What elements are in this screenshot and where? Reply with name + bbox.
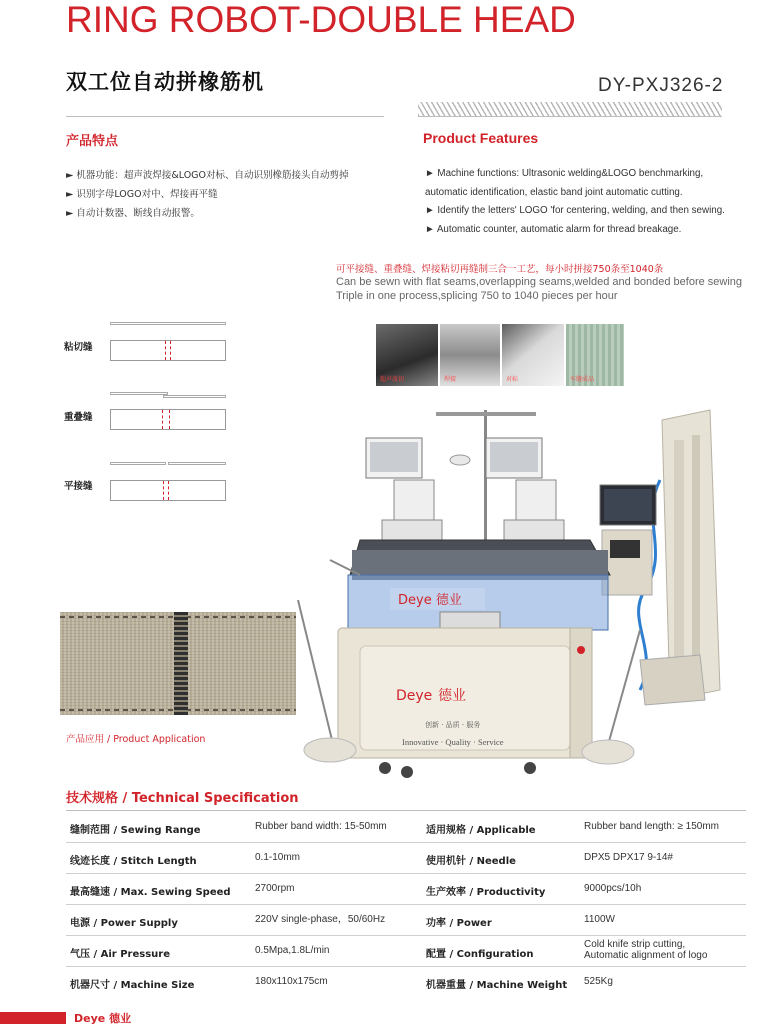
thumb-caption: 车缝成品 — [570, 376, 595, 383]
seam-band-top-2 — [110, 392, 168, 395]
side-monitor-screen — [604, 489, 652, 521]
foot-pedal — [304, 738, 356, 762]
spec-value: 1100W — [584, 914, 615, 925]
page-title: RING ROBOT-DOUBLE HEAD — [66, 0, 576, 40]
spec-key: 功率 / Power — [426, 918, 492, 929]
spec-key: 使用机针 / Needle — [426, 856, 516, 867]
spec-key: 电源 / Power Supply — [70, 918, 178, 929]
features-list-en — [425, 165, 725, 239]
spec-value: 2700rpm — [255, 883, 295, 894]
highlight-cn: 可平接缝、重叠缝、焊接粘切再缝制三合一工艺，每小时拼接750条至1040条 — [336, 264, 664, 275]
seam-stitch-flat — [163, 481, 169, 500]
seam-label-flat: 平接缝 — [64, 481, 93, 492]
guard-window-logo: Deye 德业 — [398, 593, 462, 608]
panel-slogan-en: Innovative · Quality · Service — [402, 737, 504, 747]
feature-item: ► 识别字母LOGO对中、焊接再平缝 — [66, 189, 218, 200]
seam-stitch-cut — [165, 341, 171, 360]
spec-value: Rubber band length: ≥ 150mm — [584, 821, 720, 832]
model-number: DY-PXJ326-2 — [598, 75, 724, 96]
caster-wheel — [524, 762, 536, 774]
spec-key: 生产效率 / Productivity — [426, 887, 546, 898]
right-head-monitor-screen — [490, 442, 538, 472]
divider-right — [418, 116, 722, 117]
spec-key: 配置 / Configuration — [426, 949, 534, 960]
seam-label-cut: 粘切缝 — [64, 342, 93, 353]
spec-row — [66, 936, 746, 967]
thread-stand-bar — [436, 412, 536, 416]
product-title-cn: 双工位自动拼橡筋机 — [66, 70, 264, 94]
spec-value: 180x110x175cm — [255, 976, 328, 987]
seam-stitch-overlap — [162, 410, 170, 429]
seam-band-top-3b — [168, 462, 226, 465]
outfeed-arm — [640, 655, 705, 705]
machine-illustration — [290, 400, 764, 785]
foot-pedal — [582, 740, 634, 764]
feature-item: ► Automatic counter, automatic alarm for thread breakage. — [425, 223, 682, 235]
features-heading-cn: 产品特点 — [66, 134, 119, 149]
feature-item: automatic identification, elastic band joint automatic cutting. — [425, 186, 683, 198]
spec-row — [66, 874, 746, 905]
feature-item: ► 自动计数器、断线自动报警。 — [66, 208, 200, 219]
side-panel — [602, 530, 652, 595]
spec-value: DPX5 DPX17 9-14# — [584, 852, 673, 863]
footer-logo — [74, 1010, 131, 1024]
panel-logo-en: Deye — [396, 688, 433, 704]
thumb-caption: 焊接 — [444, 376, 457, 383]
application-label: 产品应用 / Product Application — [66, 734, 206, 745]
spec-key: 最高缝速 / Max. Sewing Speed — [70, 887, 231, 898]
spec-value: 0.1-10mm — [255, 852, 301, 863]
spec-key: 线迹长度 / Stitch Length — [70, 856, 197, 867]
fabric-seam — [174, 612, 188, 715]
thumb-welding — [440, 324, 500, 386]
divider-left — [66, 116, 384, 117]
feature-item: ► Machine functions: Ultrasonic welding&LOGO benchmarking, — [425, 168, 704, 179]
machine-side-rail — [674, 440, 684, 690]
highlight-en-line2: Triple in one process,splicing 750 to 1040 pieces per hour — [336, 290, 618, 302]
features-heading-en: Product Features — [423, 130, 539, 146]
spec-row — [66, 843, 746, 874]
thumb-alignment — [502, 324, 564, 386]
spec-value: Rubber band width: 15-50mm — [255, 821, 387, 832]
spec-divider — [66, 810, 746, 811]
feature-item: ► 机器功能：超声波焊接&LOGO对标、自动识别橡筋接头自动剪掉 — [66, 170, 349, 181]
panel-logo-cn: 德业 — [438, 688, 466, 704]
thumb-caption: 对标 — [506, 376, 519, 383]
thread-cone — [450, 455, 470, 465]
spec-key: 缝制范围 / Sewing Range — [70, 825, 201, 836]
feature-item: ► Identify the letters' LOGO 'for centering, welding, and then sewing. — [425, 205, 725, 216]
spec-row — [66, 967, 746, 998]
side-display — [610, 540, 640, 558]
seam-band-top-2b — [163, 395, 226, 398]
caster-wheel — [379, 762, 391, 774]
spec-row — [66, 812, 746, 843]
spec-value: 525Kg — [584, 976, 613, 987]
seam-band-top-3 — [110, 462, 166, 465]
caster-wheel — [401, 766, 413, 778]
seam-band-top-1 — [110, 322, 226, 325]
thumb-caption: 超声波切 — [380, 376, 405, 383]
spec-key: 机器尺寸 / Machine Size — [70, 980, 195, 991]
highlight-en — [336, 275, 742, 303]
seam-label-overlap: 重叠缝 — [64, 412, 93, 423]
footer-logo-en: Deye — [74, 1012, 106, 1024]
panel-slogan-cn: 创新 · 品质 · 服务 — [425, 721, 481, 729]
emergency-stop-button — [577, 646, 585, 654]
spec-heading: 技术规格 / Technical Specification — [66, 791, 299, 806]
footer-accent-bar — [0, 1012, 66, 1024]
thumb-ultrasonic-cut — [376, 324, 438, 386]
spec-key: 气压 / Air Pressure — [70, 949, 170, 960]
spec-value: 220V single-phase，50/60Hz — [255, 914, 386, 925]
left-head-monitor-screen — [370, 442, 418, 472]
spec-value: 0.5Mpa,1.8L/min — [255, 945, 330, 956]
knee-lever-rod — [298, 600, 332, 740]
spec-value: 9000pcs/10h — [584, 883, 642, 894]
footer-logo-cn: 德业 — [109, 1012, 132, 1024]
features-list-cn — [66, 166, 349, 223]
thumb-finished — [566, 324, 624, 386]
knee-lever-rod — [608, 630, 640, 745]
spec-value: Automatic alignment of logo — [584, 950, 708, 961]
spec-value: Cold knife strip cutting, — [584, 939, 686, 950]
hatch-divider — [418, 102, 722, 116]
spec-row — [66, 905, 746, 936]
spec-key: 机器重量 / Machine Weight — [426, 980, 568, 991]
spec-key: 适用规格 / Applicable — [426, 825, 536, 836]
machine-side-rail — [692, 435, 700, 690]
highlight-en-line1: Can be sewn with flat seams,overlapping seams,welded and bonded before sewing — [336, 276, 743, 288]
